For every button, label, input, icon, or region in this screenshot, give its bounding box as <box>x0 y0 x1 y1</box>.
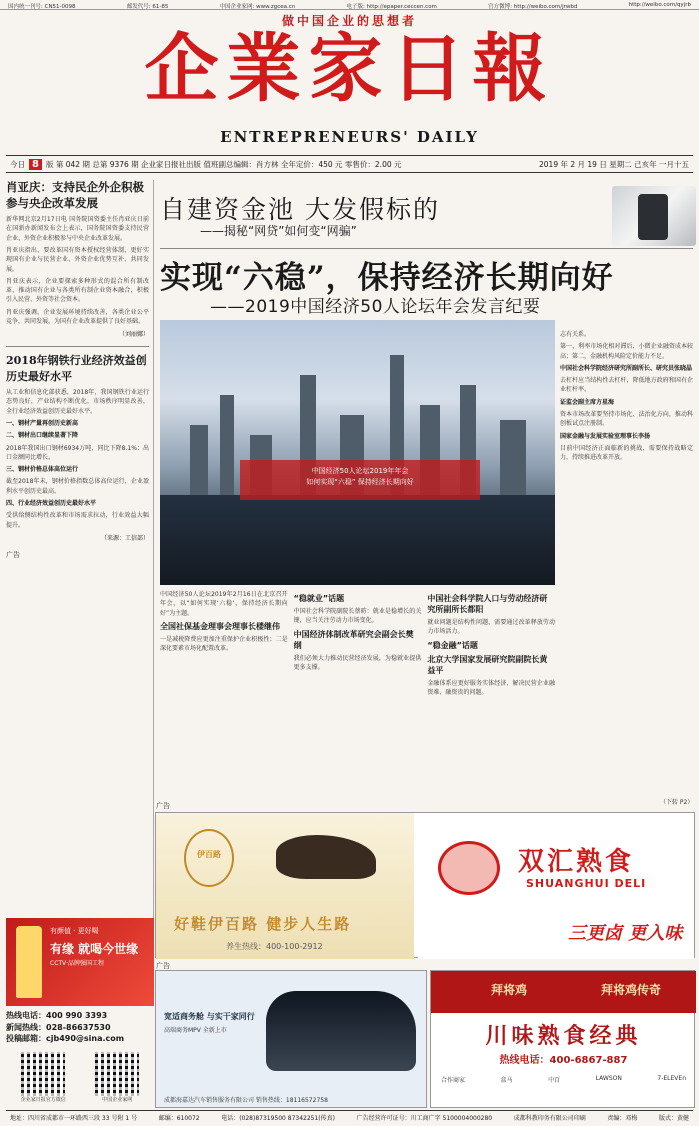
article-paragraph: 我们必须大力推动民营经济发展，为稳就业提供更多支撑。 <box>293 654 422 671</box>
qr-code-icon <box>95 1052 139 1096</box>
shuanghui-brand: 双汇熟食 <box>518 847 635 877</box>
issue-date: 2019 年 2 月 19 日 星期二 己亥年 一月十五 <box>539 159 689 169</box>
article-column-2 <box>294 590 422 795</box>
qr-website[interactable] <box>95 1052 139 1104</box>
top-weibo[interactable]: 官方微博: http://weibo.com/jrwbd <box>488 4 578 10</box>
submission-email[interactable]: 投稿邮箱：cjb490@sina.com <box>6 1034 125 1044</box>
footer-phone: 电话：(028)87319500 87342251(传真) <box>221 1115 335 1122</box>
masthead-title: 企業家日報 <box>144 26 555 112</box>
left-section-title: 三、钢材价格总体高位运行 <box>6 466 79 474</box>
footer-license: 广告经营许可证号：川工商广字 5100004000280 <box>356 1115 493 1122</box>
bottle-image <box>16 926 42 998</box>
right-paragraph: 目前中国经济正面临新的挑战，需要保持战略定力，持续推进改革开放。 <box>560 444 693 462</box>
baijiangji-ad[interactable] <box>430 970 695 1108</box>
left-paragraph: 肖亚庆强调，企业发展环境持续改善，各类企业公平竞争，共同发展，为国有企业改革提供了良好基础。 <box>6 308 149 325</box>
main-subhead: ——2019中国经济50人论坛年会发言纪要 <box>210 297 541 317</box>
article-speaker: 中国社会科学院人口与劳动经济研究所副所长都阳 <box>427 594 548 614</box>
mpv-car-ad[interactable] <box>155 970 427 1108</box>
mpv-dealer: 成都海嘉达汽车销售服务有限公司 销售热线：18116572758 <box>164 1097 328 1104</box>
lead-kicker-headline[interactable]: 自建资金池 大发假标的 <box>160 195 440 224</box>
mpv-subline: 高端商务MPV 全新上市 <box>164 1027 227 1034</box>
left-byline: （刘丽娜） <box>118 331 149 339</box>
left-section-title: 二、钢材出口继续显著下降 <box>6 432 79 440</box>
left-ad-label: 广告 <box>6 550 20 559</box>
top-weibo2[interactable]: http://weibo.com/qyjrb <box>628 2 691 8</box>
yibailu-logo: 伊百路 <box>184 829 234 887</box>
banner-line: 中国经济50人论坛2019年年会 <box>311 467 409 475</box>
article-topic: “稳金融”话题 <box>427 640 478 650</box>
edition-info-bar <box>6 155 693 173</box>
phone-photo <box>612 186 696 246</box>
qr-codes <box>6 1052 154 1104</box>
top-issn: 国内统一刊号: CN51-0098 <box>8 4 76 10</box>
jinshiyuan-slogan: 有缘 就喝今世缘 <box>50 942 139 956</box>
article-speaker: 全国社保基金理事会理事长楼继伟 <box>160 621 280 631</box>
qr-caption: 中国企业家网 <box>102 1097 133 1103</box>
article-paragraph: 中国社会科学院副院长蔡昉：就业是稳增长的关键，应当关注劳动力市场变化。 <box>293 608 422 625</box>
main-article-body <box>160 590 555 795</box>
right-speaker: 中国社会科学院经济研究所副所长、研究员张晓晶 <box>560 364 693 372</box>
today-label: 今日 <box>10 159 25 169</box>
main-headline[interactable]: 实现“六稳”，保持经济长期向好 <box>160 260 614 296</box>
left-paragraph: 新华网北京2月17日电 国务院国资委主任肖亚庆日前在国新办新闻发布会上表示，国务院国资委支持民营企业、外资企业积极参与中央企业改革发展。 <box>6 216 149 242</box>
page-footer <box>6 1110 693 1124</box>
jinshiyuan-tagline: 有颜值 · 更好喝 <box>50 927 99 935</box>
left-paragraph: 肖亚庆表示，企业要探索多种形式的混合所有制改革，推动国有企业与各类所有制企业资本融合，积极引入民营、外资等社会资本。 <box>6 277 149 304</box>
jinshiyuan-note: CCTV·品牌强国工程 <box>50 960 105 967</box>
continued-page-ref[interactable]: （下转 P2） <box>660 799 694 806</box>
article-paragraph: 金融体系应更好服务实体经济，解决民营企业融资难、融资贵的问题。 <box>427 679 556 696</box>
forum-banner <box>240 460 480 500</box>
masthead-slogan: 做中国企业的思想者 <box>281 14 417 28</box>
left-section-title: 四、行业经济效益创历史最好水平 <box>6 500 97 508</box>
left-paragraph: 截至2018年末，钢材价格指数总体高位运行，企业盈利水平创历史最高。 <box>6 478 149 495</box>
top-info-bar <box>0 0 699 10</box>
article-paragraph: 一是减税降费应更加注重保护企业积极性；二是深化要素市场化配置改革。 <box>160 635 288 653</box>
footer-address: 地址：四川省成都市一环路西三段 33 号附 1 号 <box>10 1115 138 1122</box>
right-paragraph: 第一，利率市场化相对滞后，小微企业融资成本较高；第二，金融机构风险定价能力不足。 <box>560 343 693 360</box>
news-hotline: 新闻热线：028-86637530 <box>6 1022 111 1032</box>
article-speaker: 中国经济体制改革研究会副会长樊纲 <box>293 629 414 650</box>
yibailu-ad[interactable] <box>156 813 414 959</box>
top-epaper[interactable]: 电子版: http://epaper.ceccen.com <box>346 4 437 10</box>
shuanghui-brand-en: SHUANGHUI DELI <box>526 877 647 890</box>
partner-lawson: LAWSON <box>595 1075 622 1082</box>
forum-city-photo <box>160 320 555 585</box>
partner-label: 合作商家 <box>441 1077 466 1084</box>
footer-printer: 成都科教印务有限公司印刷 <box>513 1115 586 1122</box>
left-section-title: 一、钢材产量再创历史新高 <box>6 419 79 427</box>
baijiangji-logo: 拜将鸡 <box>491 983 528 997</box>
left-news-column <box>6 180 154 985</box>
shoe-and-deli-ad[interactable] <box>155 812 695 958</box>
article-speaker: 北京大学国家发展研究院副院长黄益平 <box>427 654 548 675</box>
pig-logo-icon <box>438 841 500 895</box>
shuanghui-ad[interactable] <box>418 813 694 959</box>
left-byline: （来源：工信部） <box>100 534 149 542</box>
top-postal-code: 邮发代号: 61-85 <box>126 4 169 10</box>
footer-editor: 责编：邓梅 <box>607 1115 638 1122</box>
left-headline-1[interactable]: 肖亚庆：支持民企外企积极参与央企改革发展 <box>6 180 144 210</box>
article-topic: “稳就业”话题 <box>293 594 345 603</box>
right-paragraph: 去杠杆应当结构性去杠杆，降低地方政府和国有企业杠杆率。 <box>560 377 693 394</box>
contact-block <box>6 1010 154 1045</box>
page-count-badge: 8 <box>29 159 42 170</box>
qr-code-icon <box>21 1052 65 1096</box>
photo-crowd <box>160 495 555 585</box>
left-paragraph: 肖亚庆指出，要改革国有资本授权经营体制，更好实现国有企业与民营企业、外资企业优势互补、共同发展。 <box>6 246 149 273</box>
left-paragraph: 受供给侧结构性改革和市场需求拉动，行业效益大幅提升。 <box>6 512 149 529</box>
shoe-image <box>276 835 376 879</box>
right-paragraph: 资本市场改革要坚持市场化、法治化方向，推动科创板试点注册制。 <box>560 411 693 428</box>
article-column-3 <box>427 590 555 795</box>
left-headline-2[interactable]: 2018年钢铁行业经济效益创历史最好水平 <box>6 346 149 384</box>
right-article-column <box>560 330 693 795</box>
hotline: 热线电话：400 990 3393 <box>6 1011 108 1020</box>
yibailu-hotline: 养生热线：400-100-2912 <box>226 942 323 951</box>
baijiangji-slogan: 川味熟食经典 <box>485 1024 642 1049</box>
yibailu-slogan: 好鞋伊百路 健步人生路 <box>174 915 352 933</box>
partner-7eleven: 7-ELEVEn <box>657 1075 686 1082</box>
footer-designer: 版式：黄健 <box>658 1115 689 1122</box>
van-image <box>266 991 416 1071</box>
qr-wechat[interactable] <box>21 1052 66 1104</box>
partner-zhongbai: 中百 <box>548 1077 561 1084</box>
right-paragraph: 志有关系。 <box>560 331 591 338</box>
partner-logos <box>441 1075 686 1084</box>
jinshiyuan-ad[interactable] <box>6 918 154 1006</box>
edition-details: 版 第 042 期 总第 9376 期 企业家日报社出版 值班副总编辑：肖方林 全年定价：450 元 零售价：2.00 元 <box>45 159 402 169</box>
left-paragraph: 2018年我国出口钢材6934万吨，同比下降8.1%；出口金额同比增长。 <box>6 444 149 461</box>
ad-label: 广告 <box>156 802 170 810</box>
masthead-title-en: ENTREPRENEURS' DAILY <box>220 128 479 146</box>
article-column-1 <box>160 590 288 795</box>
left-paragraph: 从工业和信息化部获悉，2018年，我国钢铁行业运行态势良好，产业结构不断优化，市场秩序明显改善，全行业经济效益创历史最好水平。 <box>6 389 149 415</box>
right-speaker: 证监会副主席方星海 <box>560 398 615 406</box>
top-website[interactable]: 中国企业家网: www.zgcea.cn <box>219 4 296 10</box>
lead-kicker-subhead: ——揭秘“网贷”如何变“网骗” <box>200 224 357 238</box>
article-paragraph: 中国经济50人论坛2019年2月16日在北京召开年会，以“如何实现‘六稳’，保持经济长期向好”为主题。 <box>160 591 288 617</box>
banner-line: 如何实现“六稳” 保持经济长期向好 <box>306 478 414 487</box>
footer-postcode: 邮编：610072 <box>158 1115 200 1122</box>
partner-hema: 盒马 <box>500 1077 513 1084</box>
divider <box>160 248 693 249</box>
mpv-headline: 宽适商务舱 与实干家同行 <box>164 1012 255 1021</box>
shuanghui-tagline: 三更卤 更入味 <box>568 923 683 944</box>
qr-caption: 企业家日报官方微信 <box>20 1097 66 1103</box>
ad-label: 广告 <box>156 962 170 970</box>
baijiangji-title: 拜将鸡传奇 <box>601 983 662 997</box>
baijiangji-hotline: 热线电话：400-6867-887 <box>499 1055 628 1066</box>
right-speaker: 国家金融与发展实验室理事长李扬 <box>560 432 651 440</box>
baijiangji-banner <box>431 971 696 1013</box>
article-paragraph: 就业问题是结构性问题，需要通过改革释放劳动力市场活力。 <box>427 619 556 636</box>
